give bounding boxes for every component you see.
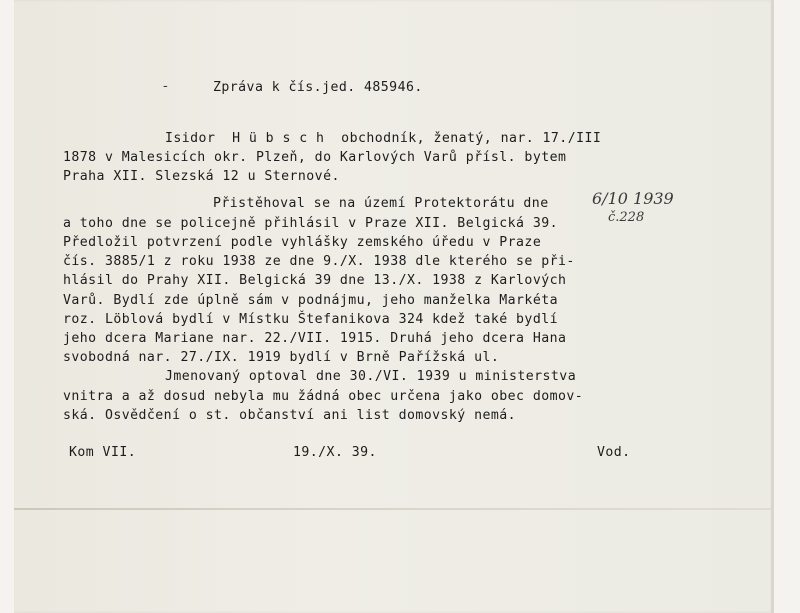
paper-fold — [14, 508, 774, 510]
paragraph-line: svobodná nar. 27./IX. 1919 bydlí v Brně Pařížská ul. — [63, 350, 500, 365]
paragraph-line: vnitra a až dosud nebyla mu žádná obec určena jako obec domov- — [63, 389, 584, 404]
handwritten-date: 6/10 1939 — [592, 189, 674, 208]
paragraph-line: ská. Osvědčení o st. občanství ani list domovský nemá. — [63, 408, 517, 423]
paragraph-line: hlásil do Prahy XII. Belgická 39 dne 13./X. 1938 z Karlových — [63, 273, 567, 288]
paragraph-line: Předložil potvrzení podle vyhlášky zemského úředu v Praze — [63, 235, 542, 250]
paragraph-line: jeho dcera Mariane nar. 22./VII. 1915. Druhá jeho dcera Hana — [63, 331, 567, 346]
paragraph-line: roz. Löblová bydlí v Místku Štefanikova 324 kdež také bydlí — [63, 312, 558, 327]
report-title: Zpráva k čís.jed. 485946. — [213, 80, 423, 95]
paragraph-line: čís. 3885/1 z roku 1938 ze dne 9./X. 1938 dle kterého se při- — [63, 254, 575, 269]
paragraph-line: Jmenovaný optoval dne 30./VI. 1939 u ministerstva — [165, 369, 577, 384]
pen-mark: ‐ — [163, 78, 168, 94]
footer-date: 19./X. 39. — [293, 445, 377, 460]
paragraph-line: a toho dne se policejně přihlásil v Praze XII. Belgická 39. — [63, 216, 558, 231]
paragraph-line: Isidor H ü b s c h obchodník, ženatý, nar. 17./III — [165, 131, 602, 146]
handwritten-number: č.228 — [608, 210, 645, 225]
paragraph-line: Přistěhoval se na území Protektorátu dne — [213, 196, 549, 211]
footer-signature: Vod. — [597, 445, 631, 460]
paragraph-line: Praha XII. Slezská 12 u Sternové. — [63, 169, 340, 184]
footer-department: Kom VII. — [69, 445, 137, 460]
paragraph-line: Varů. Bydlí zde úplně sám v podnájmu, jeho manželka Markéta — [63, 293, 558, 308]
paper-edge — [771, 0, 774, 613]
paragraph-line: 1878 v Malesicích okr. Plzeň, do Karlových Varů přísl. bytem — [63, 150, 567, 165]
